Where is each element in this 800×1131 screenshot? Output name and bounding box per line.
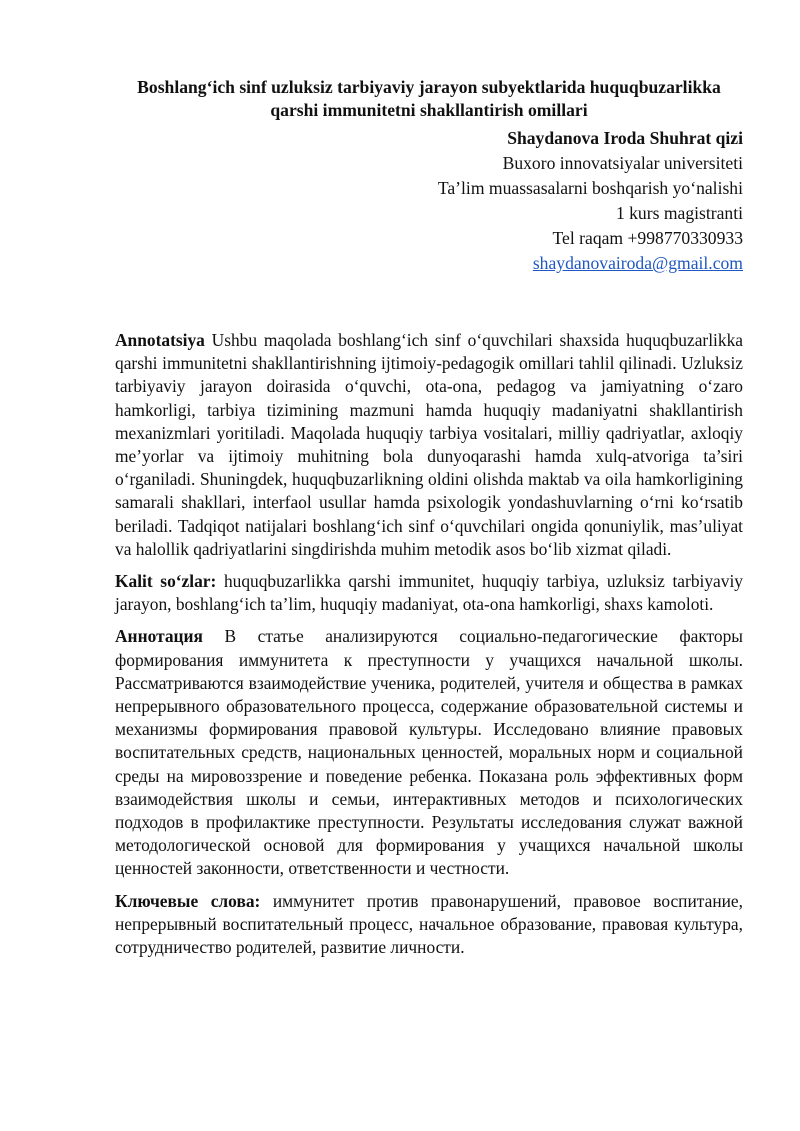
keywords-ru-label: Ключевые слова: [115,890,261,911]
annotation-ru-label: Аннотация [115,626,203,647]
author-university: Buxoro innovatsiyalar universiteti [502,153,743,173]
author-block [115,126,743,276]
article-title-line-2: qarshi immunitetni shakllantirish omillari [270,100,588,120]
annotation-ru-text: В статье анализируются социально-педагогические факторы формирования иммунитета к преступности у учащихся начальной школы. Рассматриваются взаимодействие ученика, родителей, учителя и общества в рамках непрерывного образовательного процесса, содержание образовательной системы и механизмы формирования правовой культуры. Исследовано влияние правовых воспитательных средств, национальных ценностей, моральных норм и социальной среды на мировоззрение и поведение ребенка. Показана роль эффективных форм взаимодействия школы и семьи, интерактивных методов и психологических подходов в профилактике преступности. Результаты исследования служат важной методологической основой для формирования у учащихся начальной школы ценностей законности, ответственности и честности. [115,626,743,879]
author-program: Ta’lim muassasalarni boshqarish yo‘nalishi [437,178,743,198]
keywords-uz [115,570,743,616]
annotation-uz-label: Annotatsiya [115,330,205,350]
annotation-ru [115,625,743,880]
author-course: 1 kurs magistranti [615,203,743,223]
author-email-link[interactable]: shaydanovairoda@gmail.com [532,253,743,273]
author-phone: Tel raqam +998770330933 [552,228,743,248]
keywords-uz-text: huquqbuzarlikka qarshi immunitet, huquqiy tarbiya, uzluksiz tarbiyaviy jarayon, boshlang‘ich ta’lim, huquqiy madaniyat, ota-ona hamkorligi, shaxs kamoloti. [115,571,743,615]
annotation-uz-text: Ushbu maqolada boshlang‘ich sinf o‘quvchilari shaxsida huquqbuzarlikka qarshi immunitetni shakllantirishning ijtimoiy-pedagogik omillari tahlil qilinadi. Uzluksiz tarbiyaviy jarayon doirasida o‘quvchi, ota-ona, pedagog va jamiyatning o‘zaro hamkorligi, tarbiya tizimining mazmuni hamda huquqiy madaniyatni shakllantirish mexanizmlari yoritiladi. Maqolada huquqiy tarbiya vositalari, milliy qadriyatlar, axloqiy me’yorlar va ijtimoiy muhitning bola dunyoqarashi hamda xulq-atvoriga ta’siri o‘rganiladi. Shuningdek, huquqbuzarlikning oldini olishda maktab va oila hamkorligining samarali shakllari, interfaol usullar hamda psixologik yondashuvlarning o‘rni ko‘rsatib beriladi. Tadqiqot natijalari boshlang‘ich sinf o‘quvchilari ongida qonuniylik, mas’uliyat va halollik qadriyatlarini singdirishda muhim metodik asos bo‘lib xizmat qiladi. [115,330,743,559]
article-title-line-1: Boshlang‘ich sinf uzluksiz tarbiyaviy jarayon subyektlarida huquqbuzarlikka [137,77,721,97]
annotation-uz [115,329,743,561]
keywords-ru-text: иммунитет против правонарушений, правовое воспитание, непрерывный воспитательный процесс, начальное образование, правовая культура, сотрудничество родителей, развитие личности. [115,890,743,958]
keywords-uz-label: Kalit so‘zlar: [115,571,217,592]
keywords-ru [115,890,743,960]
author-name: Shaydanova Iroda Shuhrat qizi [507,128,743,148]
article-title [115,76,743,122]
